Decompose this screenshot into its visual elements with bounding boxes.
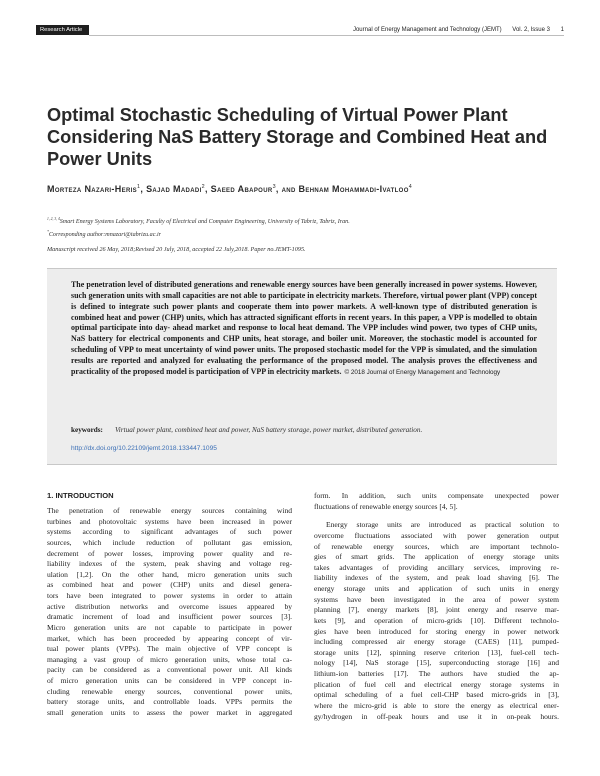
body-line: liability indexes of the system, and peak load shaving [6]. The: [314, 573, 559, 583]
paragraph-gap: [314, 512, 559, 520]
body-line: tors have been integrated to power systems in order to attain: [47, 591, 292, 600]
body-line: kets [9], and operation of micro-grids [10]. Different technolo-: [314, 615, 559, 625]
body-line: The penetration of renewable energy sources containing wind: [47, 506, 292, 515]
affiliations: [47, 214, 557, 240]
body-line: ulation [1,2]. On the other hand, micro generation units such: [47, 569, 292, 579]
keywords: [71, 426, 551, 434]
body-line: decrement of power losses, improving power quality and re-: [47, 548, 292, 558]
body-line: managing a vast group of micro generation units, whose total ca-: [47, 654, 292, 664]
body-line: form. In addition, such units compensate unexpected power: [314, 491, 559, 500]
journal-info: [344, 25, 564, 35]
journal-name: Journal of Energy Management and Technology (JEMT): [352, 27, 502, 33]
body-line: as combined heat and power (CHP) units and diesel genera-: [47, 580, 292, 590]
body-line: tual power plants (VPPs). The main objective of VPP concept is: [47, 644, 292, 654]
body-line: pacity can be considered as a conventional power unit. All kinds: [47, 665, 292, 675]
abstract-text: The penetration level of distributed generations and renewable energy sources have been generally increased in power systems. However, such generation units with small capacities are not able to participate in electricity markets. Therefore, virtual power plant (VPP) concept is defined to integrate such power plants and cooperate them into power markets. A well-known type of distributed generation is combined heat and power (CHP) units, which has attracted significant efforts in recent years. In this paper, a VPP is modelled to obtain optimal participate into day- ahead market and response to local heat demand. The VPP includes wind power, two types of CHP units, NaS battery for electrical components and CHP units, heat storage, and boiler unit. Moreover, the stochastic model is accounted for scheduling of VPP to meat uncertainty of wind power units. The proposed stochastic model for the VPP is simulated, and the simulation results are reported and analyzed for evaluating the performance of the proposed model. The analysis proves the effectiveness and practicality of the proposed model is participation of VPP in electricity markets.: [71, 280, 537, 376]
body-line: sources, which include reduction of pollutant gas emission,: [47, 537, 292, 547]
body-line: energy storage units and application of such units in energy: [314, 584, 559, 593]
affiliation-line: $^{1, 2, 3, 4}$Smart Energy Systems Laboratory, Faculty of Electrical and Computer Engineering, University of Tabriz, Tabriz, Iran.: [47, 217, 350, 226]
body-line: gies of smart grids. The application of energy storage units: [314, 552, 559, 562]
left-column: [47, 506, 292, 719]
right-column: [314, 491, 559, 722]
body-line: takes advantages of providing ancillary services, improving re-: [314, 562, 559, 572]
header-rule: [89, 35, 564, 36]
author-1: Morteza Nazari-Heris: [47, 184, 137, 194]
body-line: plication of fuel cell and electrical energy storage systems in: [314, 679, 559, 689]
running-header: [36, 25, 564, 35]
body-line: Micro generation units are not capable to participate in power: [47, 622, 292, 632]
manuscript-dates: Manuscript received 26 May, 2018;Revised 20 July, 2018, accepted 22 July,2018. Paper no.JEMT-1095.: [47, 246, 306, 253]
body-line: where the micro-grid is able to store the energy as electrical ener-: [314, 700, 559, 710]
corresponding-author: *Corresponding author:mnazari@tabrizu.ac.ir: [47, 230, 162, 239]
body-line: active distribution networks and overcome issues appeared by: [47, 601, 292, 611]
body-line: planning [7], energy markets [8], joint energy and reserve mar-: [314, 605, 559, 615]
body-line: systems have been investigated in the area of power system: [314, 594, 559, 604]
body-line: cluding renewable energy sources, conventional power units,: [47, 686, 292, 696]
body-line: dramatic increment of load and insufficient power sources [3].: [47, 612, 292, 622]
body-line: overcome fluctuations associated with power generation output: [314, 530, 559, 540]
body-line: Energy storage units are introduced as practical solution to: [326, 520, 559, 530]
body-line: of micro generation units can be considered in VPP concept in-: [47, 676, 292, 685]
body-line: small generation units to assess the power market in aggregated: [47, 707, 292, 717]
author-4: Behnam Mohammadi-Ivatloo: [298, 184, 409, 194]
body-line: fluctuations of renewable energy sources [4, 5].: [314, 501, 458, 511]
body-line: battery storage units, and controllable loads. VPPs permits the: [47, 697, 292, 707]
article-type-tag: Research Article: [36, 25, 89, 35]
body-line: market, which has been proceeded by appearing concept of vir-: [47, 633, 292, 643]
copyright: © 2018 Journal of Energy Management and Technology: [344, 368, 501, 376]
body-line: lithium-ion batteries [17]. The authors have studied the ap-: [314, 669, 559, 678]
body-line: including compressed air energy storage (CAES) [11], pumped-: [314, 637, 559, 647]
paper-title: Optimal Stochastic Scheduling of Virtual Power Plant Considering NaS Battery Storage and Combined Heat and Power Units: [47, 105, 548, 169]
body-line: of renewable energy sources, which are important technolo-: [314, 541, 559, 551]
body-line: nology [14], NaS storage [15], superconducting storage [16] and: [314, 658, 559, 668]
doi-link[interactable]: http://dx.doi.org/10.22109/jemt.2018.133447.1095: [71, 445, 217, 452]
volume-issue: Vol. 2, Issue 3: [512, 27, 550, 33]
body-line: gy/hydrogen in off-peak hours and use it in on-peak hours.: [314, 711, 559, 721]
author-list: Morteza Nazari-Heris$^1$, Sajad Madadi$^2$, Saeed Abapour$^3$, and Behnam Mohammadi-Ivatloo$^4$: [47, 184, 413, 194]
page-number: 1: [560, 27, 564, 33]
keywords-label: keywords:: [71, 426, 103, 434]
body-line: storage units [12], spinning reserve criterion [13], fuel-cell tech-: [314, 647, 559, 657]
section-heading: 1. INTRODUCTION: [47, 491, 114, 500]
body-line: optimal scheduling of a fuel cell-CHP based micro-grids in [3],: [314, 690, 559, 700]
abstract: [71, 280, 537, 379]
body-line: gies have been introduced for storing energy in power network: [314, 626, 559, 636]
keywords-text: Virtual power plant, combined heat and power, NaS battery storage, power market, distributed generation.: [114, 426, 423, 434]
body-line: turbines and photovoltaic systems have been increased in power: [47, 516, 292, 526]
author-3: Saeed Abapour: [210, 184, 273, 194]
body-line: systems according to significant advantages of such power: [47, 527, 292, 537]
body-line: liability indexes of the system, peak shaving and voltage reg-: [47, 559, 292, 569]
author-2: Sajad Madadi: [146, 184, 202, 194]
